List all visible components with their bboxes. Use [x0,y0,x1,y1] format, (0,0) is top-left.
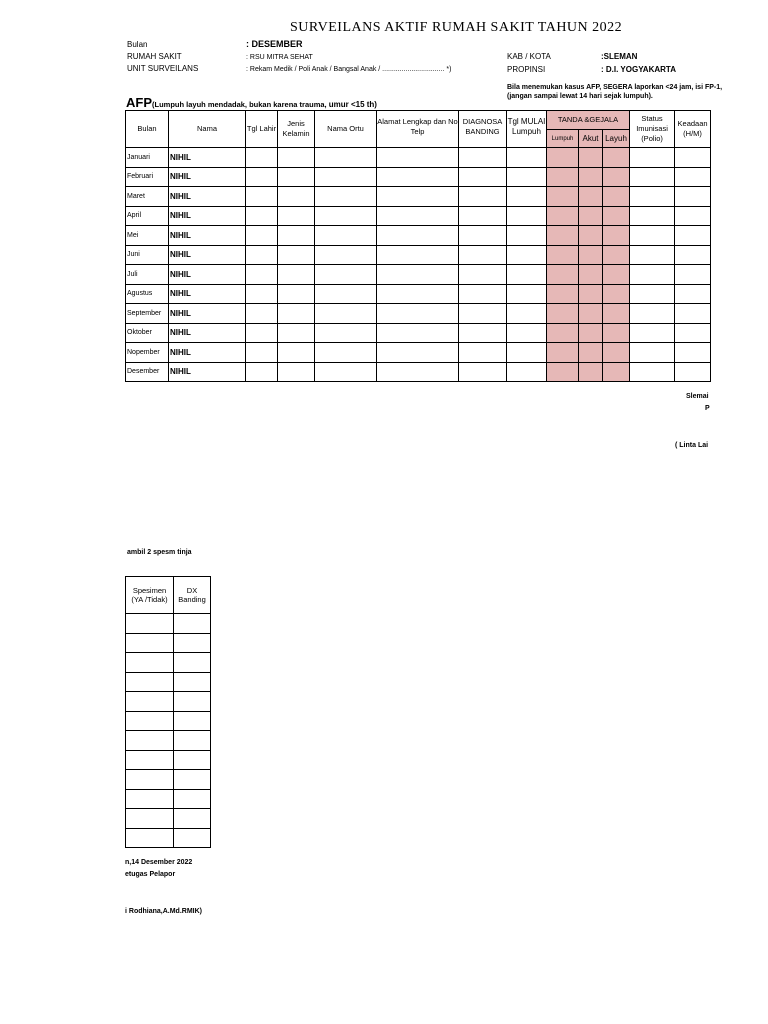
empty-cell [278,265,315,285]
empty-cell [579,284,603,304]
empty-cell [126,789,174,809]
nama-cell: NIHIL [169,245,246,265]
empty-cell [603,245,630,265]
spesimen-row [126,672,211,692]
empty-cell [603,362,630,382]
empty-cell [579,148,603,168]
empty-cell [246,304,278,324]
empty-cell [315,304,377,324]
empty-cell [675,284,711,304]
empty-cell [246,187,278,207]
spesimen-row [126,633,211,653]
rumah-sakit-value: : RSU MITRA SEHAT [246,54,313,61]
table-row [126,245,711,265]
empty-cell [507,265,547,285]
empty-cell [507,304,547,324]
empty-cell [579,265,603,285]
afp-table [125,110,711,382]
nama-cell: NIHIL [169,187,246,207]
empty-cell [126,672,174,692]
nama-cell: NIHIL [169,343,246,363]
month-cell: Mei [126,226,169,246]
empty-cell [630,167,675,187]
table-row [126,284,711,304]
empty-cell [459,148,507,168]
spesimen-row [126,789,211,809]
empty-cell [459,167,507,187]
empty-cell [278,226,315,246]
month-cell: Februari [126,167,169,187]
empty-cell [603,226,630,246]
empty-cell [579,167,603,187]
empty-cell [675,304,711,324]
month-cell: April [126,206,169,226]
header-nama-ortu: Nama Ortu [315,111,377,148]
nama-cell: NIHIL [169,362,246,382]
afp-age: umur <15 th) [328,100,377,109]
empty-cell [603,187,630,207]
empty-cell [246,226,278,246]
month-cell: Agustus [126,284,169,304]
empty-cell [603,284,630,304]
empty-cell [603,206,630,226]
empty-cell [315,343,377,363]
empty-cell [547,362,579,382]
empty-cell [377,206,459,226]
nama-cell: NIHIL [169,304,246,324]
empty-cell [377,148,459,168]
empty-cell [675,167,711,187]
empty-cell [278,245,315,265]
nama-cell: NIHIL [169,226,246,246]
empty-cell [278,343,315,363]
header-jenis-kelamin: Jenis Kelamin [278,111,315,148]
header-tanda-gejala: TANDA &GEJALA [547,111,630,130]
empty-cell [459,284,507,304]
header-diagnosa-banding: DIAGNOSA BANDING [459,111,507,148]
empty-cell [126,809,174,829]
empty-cell [246,206,278,226]
unit-surveilans-label: UNIT SURVEILANS [127,64,199,73]
header-lumpuh: Lumpuh [547,130,579,148]
empty-cell [174,711,211,731]
empty-cell [459,245,507,265]
empty-cell [459,226,507,246]
empty-cell [630,343,675,363]
right-sign-place: Slemai [686,393,709,400]
nama-cell: NIHIL [169,323,246,343]
empty-cell [377,284,459,304]
empty-cell [174,789,211,809]
spesimen-row [126,809,211,829]
empty-cell [278,323,315,343]
empty-cell [459,265,507,285]
empty-cell [174,672,211,692]
empty-cell [675,206,711,226]
month-cell: Januari [126,148,169,168]
spesimen-row [126,770,211,790]
empty-cell [547,304,579,324]
empty-cell [377,245,459,265]
spesimen-row [126,731,211,751]
empty-cell [675,265,711,285]
nama-cell: NIHIL [169,206,246,226]
bulan-label: Bulan [127,40,148,49]
propinsi-value: : D.I. YOGYAKARTA [601,65,676,74]
empty-cell [579,226,603,246]
table-row [126,187,711,207]
empty-cell [278,167,315,187]
empty-cell [630,226,675,246]
spesimen-row [126,711,211,731]
empty-cell [246,245,278,265]
empty-cell [126,633,174,653]
empty-cell [278,304,315,324]
empty-cell [547,343,579,363]
empty-cell [507,284,547,304]
empty-cell [174,828,211,848]
header-akut: Akut [579,130,603,148]
empty-cell [126,828,174,848]
empty-cell [630,206,675,226]
empty-cell [507,323,547,343]
empty-cell [547,265,579,285]
header-status-imunisasi: Status Imunisasi (Polio) [630,111,675,148]
month-cell: Oktober [126,323,169,343]
empty-cell [126,731,174,751]
notice-line-2: (jangan sampai lewat 14 hari sejak lumpuh). [507,93,653,100]
spesimen-row [126,692,211,712]
unit-surveilans-value: : Rekam Medik / Poli Anak / Bangsal Anak / ................................ *) [246,66,452,73]
empty-cell [246,284,278,304]
empty-cell [126,711,174,731]
month-cell: September [126,304,169,324]
empty-cell [630,284,675,304]
empty-cell [377,304,459,324]
spesimen-table [125,576,211,848]
nama-cell: NIHIL [169,167,246,187]
bottom-sign-date: n,14 Desember 2022 [125,859,193,866]
empty-cell [278,206,315,226]
empty-cell [579,245,603,265]
empty-cell [675,343,711,363]
empty-cell [377,265,459,285]
header-tgl-mulai-lumpuh: Tgl MULAI Lumpuh [507,111,547,148]
empty-cell [377,167,459,187]
empty-cell [603,304,630,324]
empty-cell [278,187,315,207]
empty-cell [459,362,507,382]
month-cell: Juli [126,265,169,285]
empty-cell [630,323,675,343]
empty-cell [675,148,711,168]
empty-cell [630,148,675,168]
empty-cell [315,167,377,187]
empty-cell [459,206,507,226]
empty-cell [126,692,174,712]
table-row [126,148,711,168]
empty-cell [278,148,315,168]
header-nama: Nama [169,111,246,148]
spesimen-row [126,828,211,848]
document-title: SURVEILANS AKTIF RUMAH SAKIT TAHUN 2022 [290,20,623,35]
empty-cell [246,362,278,382]
empty-cell [630,362,675,382]
empty-cell [174,653,211,673]
afp-description: (Lumpuh layuh mendadak, bukan karena trauma, [152,100,329,109]
empty-cell [603,148,630,168]
empty-cell [507,343,547,363]
empty-cell [507,187,547,207]
ambil-spesimen-note: ambil 2 spesm tinja [127,549,192,556]
right-sign-name: ( Linta Lai [675,442,709,449]
empty-cell [507,362,547,382]
empty-cell [174,731,211,751]
table-row [126,362,711,382]
empty-cell [630,304,675,324]
empty-cell [579,187,603,207]
empty-cell [547,187,579,207]
bottom-sign-role: etugas Pelapor [125,871,176,878]
propinsi-label: PROPINSI [507,65,546,74]
empty-cell [579,343,603,363]
rumah-sakit-label: RUMAH SAKIT [127,52,182,61]
month-cell: Nopember [126,343,169,363]
afp-label: AFP [126,95,152,110]
empty-cell [126,770,174,790]
empty-cell [547,148,579,168]
empty-cell [315,323,377,343]
header-dx-banding: DX Banding [174,577,211,614]
empty-cell [174,692,211,712]
header-alamat: Alamat Lengkap dan No Telp [377,111,459,148]
empty-cell [603,265,630,285]
table-row [126,343,711,363]
empty-cell [377,343,459,363]
empty-cell [675,245,711,265]
table-row [126,265,711,285]
empty-cell [377,323,459,343]
empty-cell [315,284,377,304]
bulan-value: : DESEMBER [246,39,303,49]
empty-cell [579,323,603,343]
notice-line-1: Bila menemukan kasus AFP, SEGERA laporkan <24 jam, isi FP-1, [507,84,723,91]
empty-cell [630,265,675,285]
empty-cell [246,148,278,168]
month-cell: Desember [126,362,169,382]
empty-cell [174,770,211,790]
header-bulan: Bulan [126,111,169,148]
empty-cell [603,323,630,343]
empty-cell [278,362,315,382]
empty-cell [278,284,315,304]
empty-cell [315,362,377,382]
empty-cell [246,343,278,363]
spesimen-row [126,653,211,673]
empty-cell [459,323,507,343]
nama-cell: NIHIL [169,148,246,168]
empty-cell [377,226,459,246]
nama-cell: NIHIL [169,265,246,285]
empty-cell [126,750,174,770]
empty-cell [579,304,603,324]
table-row [126,304,711,324]
empty-cell [174,614,211,634]
empty-cell [547,206,579,226]
empty-cell [675,226,711,246]
empty-cell [174,750,211,770]
empty-cell [315,245,377,265]
spesimen-row [126,614,211,634]
empty-cell [459,343,507,363]
empty-cell [174,633,211,653]
empty-cell [507,226,547,246]
month-cell: Juni [126,245,169,265]
empty-cell [174,809,211,829]
spesimen-row [126,750,211,770]
empty-cell [246,265,278,285]
empty-cell [507,167,547,187]
bottom-sign-name: i Rodhiana,A.Md.RMIK) [125,908,202,915]
empty-cell [630,245,675,265]
table-row [126,226,711,246]
empty-cell [246,323,278,343]
kab-kota-value: :SLEMAN [601,52,638,61]
empty-cell [459,187,507,207]
empty-cell [547,323,579,343]
table-row [126,323,711,343]
empty-cell [315,148,377,168]
header-keadaan: Keadaan (H/M) [675,111,711,148]
empty-cell [507,206,547,226]
empty-cell [315,206,377,226]
empty-cell [246,167,278,187]
empty-cell [507,245,547,265]
empty-cell [377,362,459,382]
empty-cell [579,206,603,226]
empty-cell [459,304,507,324]
empty-cell [579,362,603,382]
header-tgl-lahir: Tgl Lahir [246,111,278,148]
empty-cell [315,187,377,207]
empty-cell [315,226,377,246]
empty-cell [603,343,630,363]
empty-cell [675,323,711,343]
right-sign-role: P [705,405,710,412]
empty-cell [547,167,579,187]
header-spesimen: Spesimen (YA /Tidak) [126,577,174,614]
table-row [126,167,711,187]
empty-cell [630,187,675,207]
empty-cell [507,148,547,168]
empty-cell [315,265,377,285]
empty-cell [675,187,711,207]
empty-cell [675,362,711,382]
kab-kota-label: KAB / KOTA [507,52,551,61]
empty-cell [126,614,174,634]
table-row [126,206,711,226]
nama-cell: NIHIL [169,284,246,304]
header-layuh: Layuh [603,130,630,148]
empty-cell [377,187,459,207]
empty-cell [547,284,579,304]
empty-cell [126,653,174,673]
month-cell: Maret [126,187,169,207]
empty-cell [603,167,630,187]
empty-cell [547,226,579,246]
empty-cell [547,245,579,265]
